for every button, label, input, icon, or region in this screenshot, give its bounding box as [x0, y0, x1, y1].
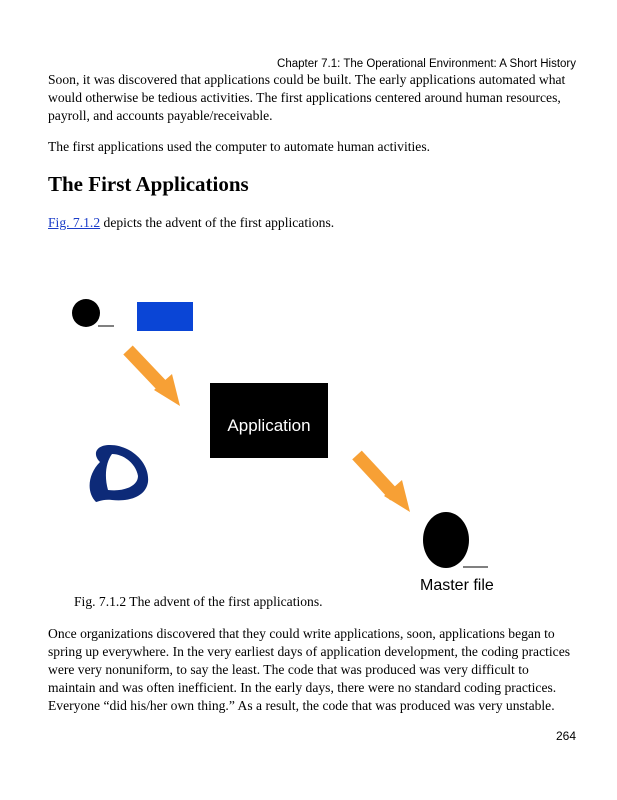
intro-paragraph: Soon, it was discovered that applications could be built. The early applications automated what would otherwise be tedious activities. The first applications centered around human resources, payroll, and accounts payable/receivable. [48, 72, 566, 123]
section-title: The First Applications [48, 172, 249, 196]
card-icon [137, 302, 193, 331]
disk-icon [72, 299, 100, 327]
summary-paragraph: The first applications used the computer to automate human activities. [48, 139, 431, 154]
figure-reference-paragraph [48, 214, 578, 232]
tape-loop-icon [90, 445, 149, 502]
figure-diagram [0, 240, 617, 600]
arrow-to-master-file-icon [357, 455, 410, 512]
master-file-label: Master file [420, 577, 494, 594]
page-number: 264 [555, 729, 576, 743]
figure-reference-text: depicts the advent of the first applications. [100, 215, 335, 230]
running-header: Chapter 7.1: The Operational Environment: A Short History [277, 58, 576, 70]
diagram-svg [0, 240, 617, 600]
master-file-disk-icon [423, 512, 469, 568]
figure-link[interactable]: Fig. 7.1.2 [48, 215, 101, 230]
arrow-to-application-icon [128, 350, 180, 406]
closing-paragraph: Once organizations discovered that they could write applications, soon, applications began to spring up everywhere. In the very earliest days of application development, the coding practices were very nonuniform, to say the least. The code that was produced was very difficult to maintain and was often inefficient. In the early days, there were no standard coding practices. Everyone “did his/her own thing.” As a result, the code that was produced was very unstable. [48, 626, 571, 713]
application-label: Application [227, 416, 311, 435]
figure-caption: Fig. 7.1.2 The advent of the first applications. [74, 594, 323, 609]
